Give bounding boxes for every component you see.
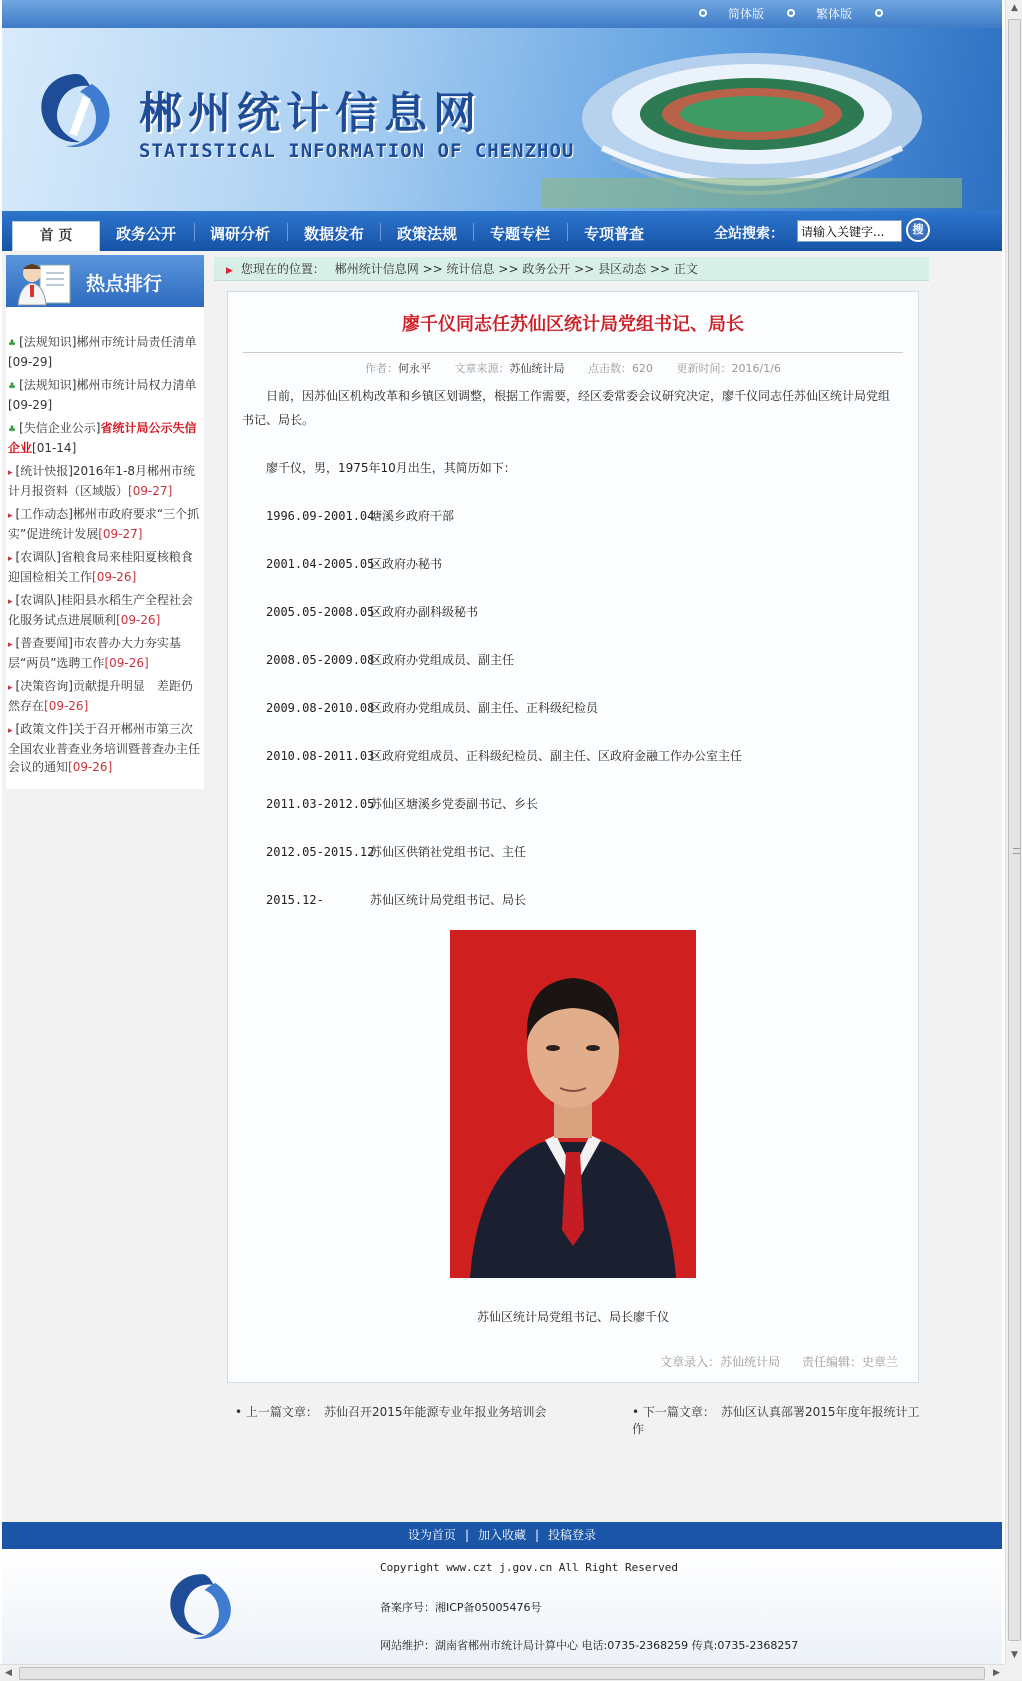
hot-list-item[interactable] [8,591,202,629]
leaf-bullet-icon: ♣ [8,425,17,435]
scroll-right-icon[interactable]: ▶ [993,1668,1000,1678]
hot-item-text[interactable]: [失信企业公示] [19,421,101,435]
hot-item-text[interactable]: [政策文件]关于召开郴州市第三次全国农业普查业务培训暨普查办主任会议的通知 [8,722,201,774]
circle-bullet-icon [875,9,883,17]
resume-period: 2010.08-2011.03 [266,749,375,763]
hits: 620 [632,362,654,375]
add-favorite-link[interactable]: 加入收藏 [477,1528,526,1542]
nav-separator [567,223,568,241]
stadium-illustration [542,38,962,208]
scroll-up-icon[interactable]: ▲ [1011,3,1018,13]
hot-list-item[interactable] [8,419,202,457]
resume-entry [242,888,896,912]
doctor-icon [16,259,74,307]
maintainer-info: 网站维护：湖南省郴州市统计局计算中心 电话:0735-2368259 传真:0735-2368257 [380,1639,799,1652]
article [227,291,919,1383]
entry-by: 文章录入：苏仙统计局 [660,1355,781,1369]
article-body [242,384,896,912]
hot-item-text[interactable]: [工作动态]郴州市政府要求“三个抓实”促进统计发展 [8,507,200,541]
breadcrumb-home[interactable]: 郴州统计信息网 [334,262,419,276]
hot-item-text[interactable]: [法规知识]郴州市统计局责任清单 [19,335,197,349]
resume-period: 1996.09-2001.04 [266,509,375,523]
editor: 责任编辑：史章兰 [801,1355,898,1369]
source-label: 文章来源： [454,362,510,375]
search-label: 全站搜索： [714,226,784,242]
arrow-bullet-icon: ▸ [8,726,13,736]
scroll-left-icon[interactable]: ◀ [5,1668,12,1678]
resume-entry [242,504,896,528]
resume-entry [242,792,896,816]
hot-item-date: [09-26] [44,699,89,713]
vertical-scrollbar[interactable] [1005,0,1022,1664]
nav-separator [194,223,195,241]
prev-article-link[interactable]: 苏仙召开2015年能源专业年报业务培训会 [323,1405,547,1419]
resume-list [242,504,896,912]
search-input[interactable] [797,220,902,242]
circle-bullet-icon [699,9,707,17]
next-article-link[interactable]: 苏仙区认真部署2015年度年报统计工作 [632,1405,920,1436]
hot-item-highlight[interactable]: 省统计局公示失信企业 [8,421,197,455]
resume-entry [242,648,896,672]
hot-item-date: [09-27] [98,527,143,541]
breadcrumb [214,257,929,281]
breadcrumb-sep: >> [422,262,447,276]
leaf-bullet-icon: ♣ [8,382,17,392]
resume-entry [242,840,896,864]
resume-period: 2005.05-2008.05 [266,605,375,619]
set-homepage-link[interactable]: 设为首页 [407,1528,456,1542]
arrow-bullet-icon: ▸ [8,511,13,521]
breadcrumb-public-affairs[interactable]: 政务公开 [522,262,571,276]
nav-policy[interactable]: 政策法规 [397,225,458,243]
resume-period: 2011.03-2012.05 [266,797,375,811]
hot-item-text[interactable]: [统计快报]2016年1-8月郴州市统计月报资料（区域版） [8,464,196,498]
resume-role: 区政府办秘书 [370,557,443,571]
title-divider [243,352,903,353]
horizontal-scrollbar[interactable] [0,1664,1005,1681]
hot-item-date: [09-26] [116,613,161,627]
traditional-link[interactable]: 繁体版 [816,7,853,21]
breadcrumb-sep: >> [498,262,523,276]
hot-list-item[interactable] [8,505,202,543]
author-label: 作者： [365,362,399,375]
resume-role: 区政府办党组成员、副主任、正科级纪检员 [370,701,599,715]
footer-logo-icon [162,1567,242,1647]
nav-data-release[interactable]: 数据发布 [304,225,365,243]
hot-item-date: [09-27] [128,484,173,498]
resume-entry [242,744,896,768]
breadcrumb-arrow-icon: ▶ [226,266,233,276]
source: 苏仙统计局 [509,362,565,375]
hot-item-text[interactable]: [法规知识]郴州市统计局权力清单 [19,378,197,392]
resume-period: 2015.12- [266,893,382,907]
hot-item-date: [09-26] [92,570,137,584]
hot-list-item[interactable] [8,548,202,586]
circle-bullet-icon [787,9,795,17]
arrow-bullet-icon: ▸ [8,468,13,478]
sidebar-header [6,255,204,307]
article-title: 廖千仪同志任苏仙区统计局党组书记、局长 [402,314,744,335]
arrow-bullet-icon: ▸ [8,554,13,564]
breadcrumb-stats-info[interactable]: 统计信息 [446,262,495,276]
nav-public-affairs[interactable]: 政务公开 [116,225,177,243]
leaf-bullet-icon: ♣ [8,339,17,349]
simplified-link[interactable]: 简体版 [728,7,765,21]
hot-list [6,307,204,789]
arrow-bullet-icon: ▸ [8,597,13,607]
hot-list-item[interactable] [8,634,202,672]
footer-nav: 设为首页 | 加入收藏 | 投稿登录 [2,1522,1002,1549]
main-content [2,251,1002,1522]
resume-period: 2012.05-2015.12 [266,845,375,859]
hot-list-item[interactable] [8,376,202,414]
page [2,0,1002,1664]
submit-login-link[interactable]: 投稿登录 [548,1528,597,1542]
prev-article: • 上一篇文章： 苏仙召开2015年能源专业年报业务培训会 [235,1405,547,1419]
hot-item-date: [09-26] [68,760,113,774]
site-logo-icon [32,66,122,156]
updated: 2016/1/6 [731,362,781,375]
top-bar [2,0,1002,28]
hot-ranking-sidebar [6,255,204,789]
hot-item-date: [09-29] [8,355,53,369]
portrait-photo [450,930,696,1278]
updated-label: 更新时间： [676,362,732,375]
main-nav [2,211,1002,251]
breadcrumb-sep: >> [649,262,674,276]
hot-item-text[interactable]: [农调队]桂阳县水稻生产全程社会化服务试点进展顺利 [8,593,193,627]
site-banner [2,28,1002,211]
scrollbar-corner [1005,1664,1022,1681]
arrow-bullet-icon: ▸ [8,683,13,693]
resume-period: 2009.08-2010.08 [266,701,375,715]
nav-separator [287,223,288,241]
copyright: Copyright www.czt j.gov.cn All Right Reserved [380,1561,679,1574]
hot-list-item[interactable] [8,677,202,715]
resume-period: 2008.05-2009.08 [266,653,375,667]
nav-home[interactable]: 首 页 [12,221,100,251]
hot-item-text[interactable]: [农调队]省粮食局来桂阳夏核粮食迎国检相关工作 [8,550,193,584]
arrow-bullet-icon: ▸ [8,640,13,650]
article-intro: 日前，因苏仙区机构改革和乡镇区划调整，根据工作需要，经区委常委会议研究决定，廖千仪同志任苏仙区统计局党组书记、局长。 [242,389,891,427]
photo-caption: 苏仙区统计局党组书记、局长廖千仪 [476,1310,669,1324]
hot-item-text[interactable]: [决策咨询]贡献提升明显 差距仍然存在 [8,679,193,713]
hot-item-date: [09-29] [8,398,53,412]
author: 何永平 [398,362,432,375]
hot-list-item[interactable] [8,462,202,500]
hot-list-item[interactable] [8,720,202,776]
resume-entry [242,552,896,576]
resume-role: 区政府办党组成员、副主任 [370,653,515,667]
prev-label: 上一篇文章： [245,1405,312,1419]
hot-item-date: [01-14] [32,441,77,455]
breadcrumb-label: 您现在的位置： [240,262,325,276]
breadcrumb-sep: >> [574,262,599,276]
portrait-image [450,930,696,1278]
icp-number: 备案序号：湘ICP备05005476号 [380,1601,542,1614]
hits-label: 点击数： [588,362,633,375]
resume-entry [242,696,896,720]
article-meta [228,360,918,376]
hot-item-date: [09-26] [104,656,149,670]
nav-research[interactable]: 调研分析 [210,225,271,243]
hot-list-item[interactable] [8,333,202,371]
footer [2,1549,1002,1664]
resume-role: 苏仙区塘溪乡党委副书记、乡长 [370,797,539,811]
hot-item-text[interactable]: [普查要闻]市农普办大力夯实基层“两员”选聘工作 [8,636,181,670]
breadcrumb-county-news[interactable]: 县区动态 [598,262,647,276]
site-title-cn: 郴州统计信息网 [139,89,482,139]
search-button[interactable]: 搜 [906,218,930,242]
resume-role: 区政府办副科级秘书 [370,605,479,619]
nav-census[interactable]: 专项普查 [584,225,645,243]
nav-separator [380,223,381,241]
next-label: 下一篇文章： [642,1405,709,1419]
resume-role: 区政府党组成员、正科级纪检员、副主任、区政府金融工作办公室主任 [370,749,743,763]
breadcrumb-current: 正文 [673,262,698,276]
nav-special-topics[interactable]: 专题专栏 [490,225,551,243]
resume-role: 苏仙区供销社党组书记、主任 [370,845,527,859]
article-bio: 廖千仪，男，1975年10月出生，其简历如下： [266,461,516,475]
resume-period: 2001.04-2005.05 [266,557,375,571]
resume-entry [242,600,896,624]
site-title-en: STATISTICAL INFORMATION OF CHENZHOU [139,140,575,162]
nav-separator [473,223,474,241]
resume-role: 苏仙区统计局党组书记、局长 [370,893,527,907]
next-article: • 下一篇文章： 苏仙区认真部署2015年度年报统计工作 [632,1405,920,1436]
horizontal-scroll-thumb[interactable] [19,1667,985,1680]
sidebar-title: 热点排行 [86,273,163,295]
scroll-down-icon[interactable]: ▼ [1011,1650,1018,1660]
vertical-scroll-thumb[interactable] [1008,19,1021,1641]
resume-role: 塘溪乡政府干部 [370,509,455,523]
article-footer [660,1353,898,1370]
